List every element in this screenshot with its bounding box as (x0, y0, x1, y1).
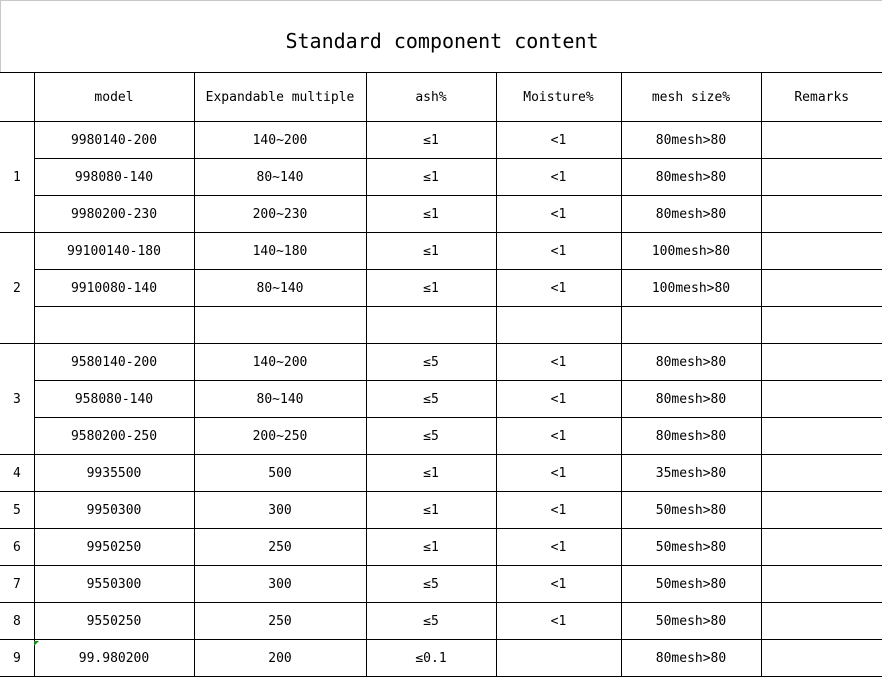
model-cell[interactable]: 9580200-250 (34, 418, 194, 455)
remarks-cell[interactable] (761, 418, 882, 455)
table-row (0, 455, 882, 492)
remarks-cell[interactable] (761, 344, 882, 381)
mesh-cell[interactable]: 35mesh>80 (621, 455, 761, 492)
mesh-cell[interactable]: 80mesh>80 (621, 418, 761, 455)
header-mesh-size[interactable]: mesh size% (621, 73, 761, 122)
mesh-cell[interactable] (621, 307, 761, 344)
ash-cell[interactable]: ≤0.1 (366, 640, 496, 677)
table-row (0, 640, 882, 677)
table-row (0, 307, 882, 344)
ash-cell[interactable]: ≤1 (366, 492, 496, 529)
remarks-cell[interactable] (761, 492, 882, 529)
moisture-cell[interactable]: <1 (496, 455, 621, 492)
multiple-cell[interactable]: 200 (194, 640, 366, 677)
header-moisture[interactable]: Moisture% (496, 73, 621, 122)
ash-cell[interactable]: ≤5 (366, 603, 496, 640)
remarks-cell[interactable] (761, 159, 882, 196)
model-cell[interactable]: 998080-140 (34, 159, 194, 196)
multiple-cell[interactable]: 80~140 (194, 159, 366, 196)
sheet-title: Standard component content (285, 29, 599, 53)
model-cell[interactable]: 9550300 (34, 566, 194, 603)
model-cell[interactable]: 9550250 (34, 603, 194, 640)
title-area (0, 0, 882, 72)
remarks-cell[interactable] (761, 566, 882, 603)
moisture-cell[interactable]: <1 (496, 270, 621, 307)
moisture-cell[interactable]: <1 (496, 529, 621, 566)
model-cell[interactable]: 958080-140 (34, 381, 194, 418)
mesh-cell[interactable]: 50mesh>80 (621, 566, 761, 603)
mesh-cell[interactable]: 50mesh>80 (621, 529, 761, 566)
moisture-cell[interactable]: <1 (496, 381, 621, 418)
multiple-cell[interactable]: 80~140 (194, 381, 366, 418)
moisture-cell[interactable]: <1 (496, 418, 621, 455)
mesh-cell[interactable]: 50mesh>80 (621, 603, 761, 640)
multiple-cell[interactable]: 300 (194, 492, 366, 529)
row-number-cell[interactable]: 7 (0, 566, 34, 603)
moisture-cell[interactable]: <1 (496, 566, 621, 603)
remarks-cell[interactable] (761, 640, 882, 677)
row-number-cell[interactable]: 4 (0, 455, 34, 492)
row-number-cell[interactable]: 2 (0, 233, 34, 344)
model-cell[interactable]: 9980200-230 (34, 196, 194, 233)
row-number-cell[interactable]: 3 (0, 344, 34, 455)
mesh-cell[interactable]: 80mesh>80 (621, 381, 761, 418)
mesh-cell[interactable]: 80mesh>80 (621, 122, 761, 159)
mesh-cell[interactable]: 100mesh>80 (621, 270, 761, 307)
header-row (0, 73, 882, 122)
model-cell[interactable] (34, 307, 194, 344)
table-row (0, 418, 882, 455)
moisture-cell[interactable]: <1 (496, 492, 621, 529)
mesh-cell[interactable]: 50mesh>80 (621, 492, 761, 529)
multiple-cell[interactable]: 300 (194, 566, 366, 603)
multiple-cell[interactable]: 500 (194, 455, 366, 492)
remarks-cell[interactable] (761, 270, 882, 307)
table-row (0, 566, 882, 603)
row-number-cell[interactable]: 5 (0, 492, 34, 529)
multiple-cell[interactable]: 140~200 (194, 344, 366, 381)
multiple-cell[interactable]: 250 (194, 529, 366, 566)
model-cell[interactable]: 99.980200 (34, 640, 194, 677)
model-cell[interactable]: 9580140-200 (34, 344, 194, 381)
multiple-cell[interactable]: 80~140 (194, 270, 366, 307)
table-row (0, 270, 882, 307)
remarks-cell[interactable] (761, 196, 882, 233)
model-cell[interactable]: 9935500 (34, 455, 194, 492)
mesh-cell[interactable]: 80mesh>80 (621, 196, 761, 233)
ash-cell[interactable]: ≤1 (366, 122, 496, 159)
mesh-cell[interactable]: 80mesh>80 (621, 640, 761, 677)
header-model[interactable]: model (34, 73, 194, 122)
table-row (0, 344, 882, 381)
ash-cell[interactable]: ≤5 (366, 418, 496, 455)
remarks-cell[interactable] (761, 233, 882, 270)
model-cell[interactable]: 9950300 (34, 492, 194, 529)
table-row (0, 492, 882, 529)
ash-cell[interactable]: ≤1 (366, 270, 496, 307)
moisture-cell[interactable]: <1 (496, 233, 621, 270)
moisture-cell[interactable]: <1 (496, 159, 621, 196)
multiple-cell[interactable]: 140~200 (194, 122, 366, 159)
table-row (0, 122, 882, 159)
row-number-cell[interactable]: 6 (0, 529, 34, 566)
model-cell[interactable]: 99100140-180 (34, 233, 194, 270)
mesh-cell[interactable]: 80mesh>80 (621, 159, 761, 196)
ash-cell[interactable]: ≤1 (366, 455, 496, 492)
ash-cell[interactable]: ≤5 (366, 381, 496, 418)
header-expandable-multiple[interactable]: Expandable multiple (194, 73, 366, 122)
model-cell[interactable]: 9980140-200 (34, 122, 194, 159)
multiple-cell[interactable]: 200~250 (194, 418, 366, 455)
moisture-cell[interactable]: <1 (496, 344, 621, 381)
ash-cell[interactable]: ≤1 (366, 196, 496, 233)
mesh-cell[interactable]: 100mesh>80 (621, 233, 761, 270)
component-table (0, 72, 882, 677)
remarks-cell[interactable] (761, 307, 882, 344)
row-number-cell[interactable]: 9 (0, 640, 34, 677)
header-ash[interactable]: ash% (366, 73, 496, 122)
remarks-cell[interactable] (761, 381, 882, 418)
ash-cell[interactable]: ≤5 (366, 566, 496, 603)
ash-cell[interactable]: ≤5 (366, 344, 496, 381)
model-cell[interactable]: 9910080-140 (34, 270, 194, 307)
moisture-cell[interactable]: <1 (496, 603, 621, 640)
table-row (0, 603, 882, 640)
moisture-cell[interactable]: <1 (496, 196, 621, 233)
moisture-cell[interactable] (496, 640, 621, 677)
table-row (0, 381, 882, 418)
model-cell[interactable]: 9950250 (34, 529, 194, 566)
table-row (0, 529, 882, 566)
remarks-cell[interactable] (761, 455, 882, 492)
table-row (0, 159, 882, 196)
moisture-cell[interactable]: <1 (496, 122, 621, 159)
multiple-cell[interactable]: 140~180 (194, 233, 366, 270)
cell-comment-marker (34, 641, 39, 646)
remarks-cell[interactable] (761, 603, 882, 640)
row-number-cell[interactable]: 8 (0, 603, 34, 640)
remarks-cell[interactable] (761, 529, 882, 566)
mesh-cell[interactable]: 80mesh>80 (621, 344, 761, 381)
ash-cell[interactable] (366, 307, 496, 344)
ash-cell[interactable]: ≤1 (366, 233, 496, 270)
moisture-cell[interactable] (496, 307, 621, 344)
multiple-cell[interactable] (194, 307, 366, 344)
table-row (0, 196, 882, 233)
multiple-cell[interactable]: 200~230 (194, 196, 366, 233)
header-remarks[interactable]: Remarks (761, 73, 882, 122)
remarks-cell[interactable] (761, 122, 882, 159)
row-number-cell[interactable]: 1 (0, 122, 34, 233)
ash-cell[interactable]: ≤1 (366, 529, 496, 566)
table-row (0, 233, 882, 270)
header-no-cell[interactable] (0, 73, 34, 122)
ash-cell[interactable]: ≤1 (366, 159, 496, 196)
multiple-cell[interactable]: 250 (194, 603, 366, 640)
